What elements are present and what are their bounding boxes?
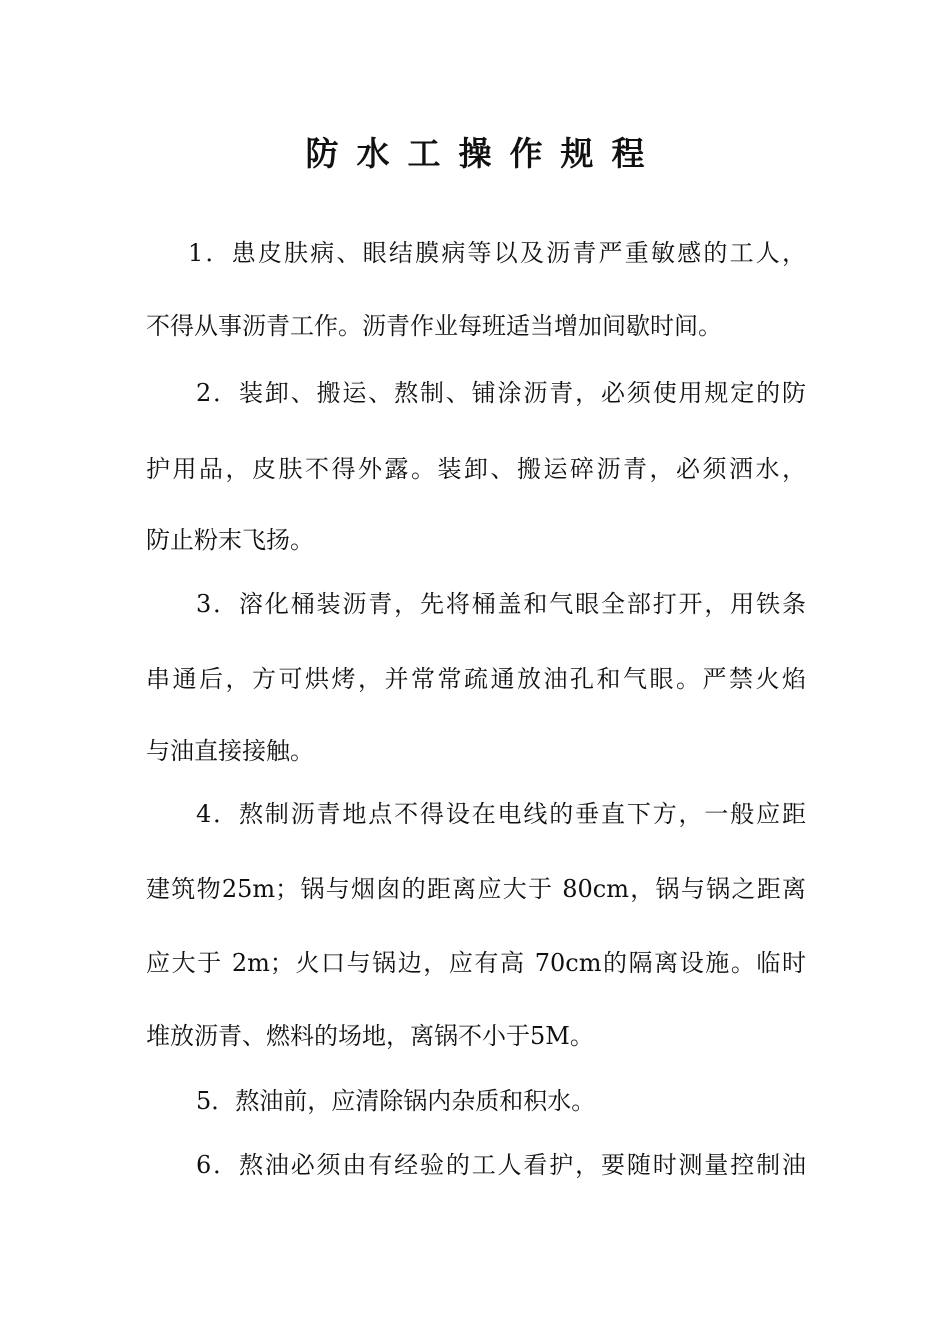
paragraph-4-line-1: 4．熬制沥青地点不得设在电线的垂直下方，一般应距: [196, 800, 806, 828]
paragraph-1-line-1: 1．患皮肤病、眼结膜病等以及沥青严重敏感的工人，: [188, 239, 806, 267]
paragraph-6-line-1: 6．熬油必须由有经验的工人看护，要随时测量控制油: [196, 1151, 806, 1179]
paragraph-4-line-3: 应大于 2m；火口与锅边，应有高 70cm的隔离设施。临时: [146, 949, 806, 977]
paragraph-3-line-3: 与油直接接触。: [146, 737, 314, 765]
paragraph-5-line-1: 5．熬油前，应清除锅内杂质和积水。: [196, 1087, 596, 1115]
document-title: 防水工操作规程: [305, 134, 663, 173]
paragraph-3-line-2: 串通后，方可烘烤，并常常疏通放油孔和气眼。严禁火焰: [146, 665, 806, 693]
paragraph-2-line-3: 防止粉末飞扬。: [146, 526, 314, 554]
paragraph-3-line-1: 3．溶化桶装沥青，先将桶盖和气眼全部打开，用铁条: [196, 590, 806, 618]
paragraph-2-line-2: 护用品，皮肤不得外露。装卸、搬运碎沥青，必须洒水，: [146, 455, 806, 483]
paragraph-2-line-1: 2．装卸、搬运、熬制、铺涂沥青，必须使用规定的防: [196, 379, 806, 407]
paragraph-1-line-2: 不得从事沥青工作。沥青作业每班适当增加间歇时间。: [146, 312, 722, 340]
paragraph-4-line-4: 堆放沥青、燃料的场地，离锅不小于5M。: [146, 1022, 594, 1050]
paragraph-4-line-2: 建筑物25m；锅与烟囱的距离应大于 80cm，锅与锅之距离: [146, 875, 806, 903]
